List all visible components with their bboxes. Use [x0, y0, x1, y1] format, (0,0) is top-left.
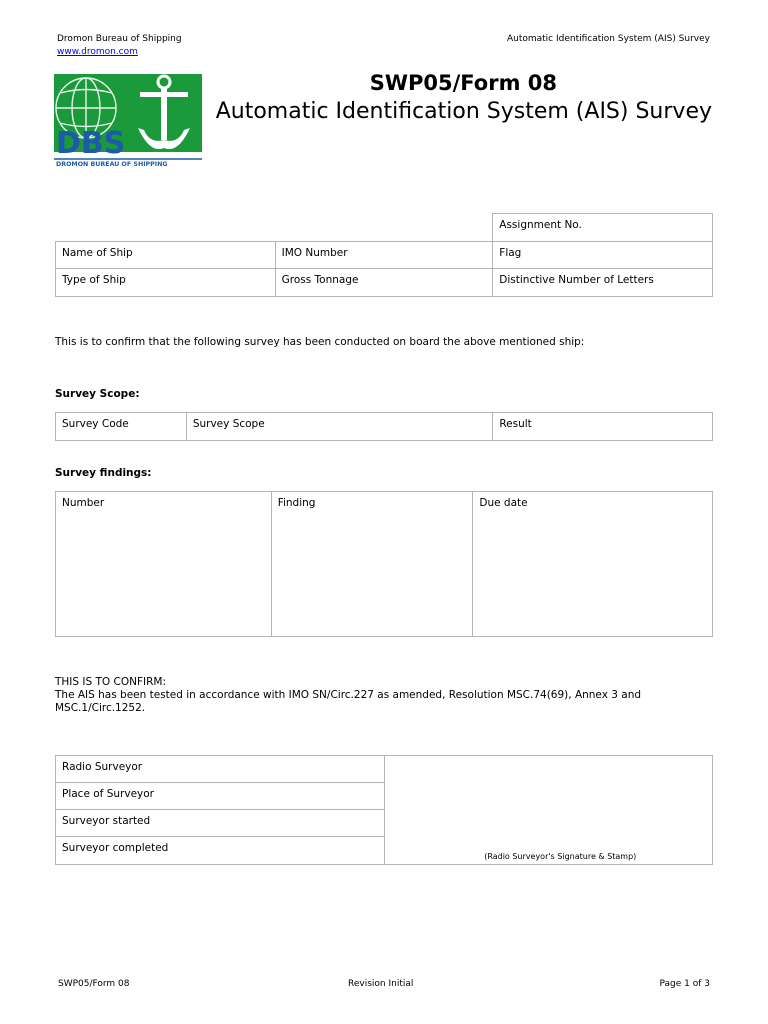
header-doc-title: Automatic Identification System (AIS) Survey: [506, 34, 710, 44]
website-link[interactable]: www.dromon.com: [57, 47, 138, 57]
company-name: Dromon Bureau of Shipping: [57, 34, 182, 44]
form-name-title: Automatic Identification System (AIS) Survey: [215, 99, 712, 124]
logo-acronym: DBS: [56, 126, 126, 161]
surveyor-started-cell[interactable]: Surveyor started: [56, 810, 385, 837]
name-of-ship-cell[interactable]: Name of Ship: [56, 242, 276, 269]
findings-finding-header[interactable]: Finding: [271, 492, 473, 637]
findings-table: [55, 491, 713, 637]
confirm-line-3: MSC.1/Circ.1252.: [55, 702, 146, 714]
survey-code-header: Survey Code: [56, 413, 187, 441]
signature-caption: (Radio Surveyor's Signature & Stamp): [484, 852, 637, 861]
confirm-line-1: THIS IS TO CONFIRM:: [55, 676, 167, 688]
confirm-line-2: The AIS has been tested in accordance with IMO SN/Circ.227 as amended, Resolution MSC.74(69), Annex 3 and: [55, 689, 642, 701]
form-code-title: SWP05/Form 08: [369, 71, 557, 95]
footer-page-number: Page 1 of 3: [659, 979, 710, 989]
signature-stamp-cell[interactable]: [384, 756, 713, 865]
survey-scope-table: [55, 412, 713, 441]
ship-info-table: [55, 213, 713, 297]
flag-cell[interactable]: Flag: [493, 242, 713, 269]
footer-revision: Revision Initial: [348, 979, 414, 989]
distinctive-number-cell[interactable]: Distinctive Number of Letters: [493, 269, 713, 297]
assignment-no-cell[interactable]: Assignment No.: [493, 214, 713, 242]
findings-number-header[interactable]: Number: [56, 492, 272, 637]
type-of-ship-cell[interactable]: Type of Ship: [56, 269, 276, 297]
survey-scope-heading: Survey Scope:: [55, 388, 140, 400]
findings-due-header[interactable]: Due date: [473, 492, 713, 637]
surveyor-completed-cell[interactable]: Surveyor completed: [56, 837, 385, 865]
survey-scope-header: Survey Scope: [186, 413, 492, 441]
place-of-surveyor-cell[interactable]: Place of Surveyor: [56, 783, 385, 810]
survey-findings-heading: Survey findings:: [55, 467, 152, 479]
result-header: Result: [493, 413, 713, 441]
gross-tonnage-cell[interactable]: Gross Tonnage: [275, 269, 493, 297]
confirm-block: [55, 676, 715, 715]
logo-tagline: DROMON BUREAU OF SHIPPING: [56, 161, 168, 168]
confirm-intro: This is to confirm that the following survey has been conducted on board the above mentioned ship:: [55, 336, 585, 348]
footer-form-code: SWP05/Form 08: [58, 979, 130, 989]
imo-number-cell[interactable]: IMO Number: [275, 242, 493, 269]
surveyor-table: [55, 755, 713, 865]
radio-surveyor-cell[interactable]: Radio Surveyor: [56, 756, 385, 783]
